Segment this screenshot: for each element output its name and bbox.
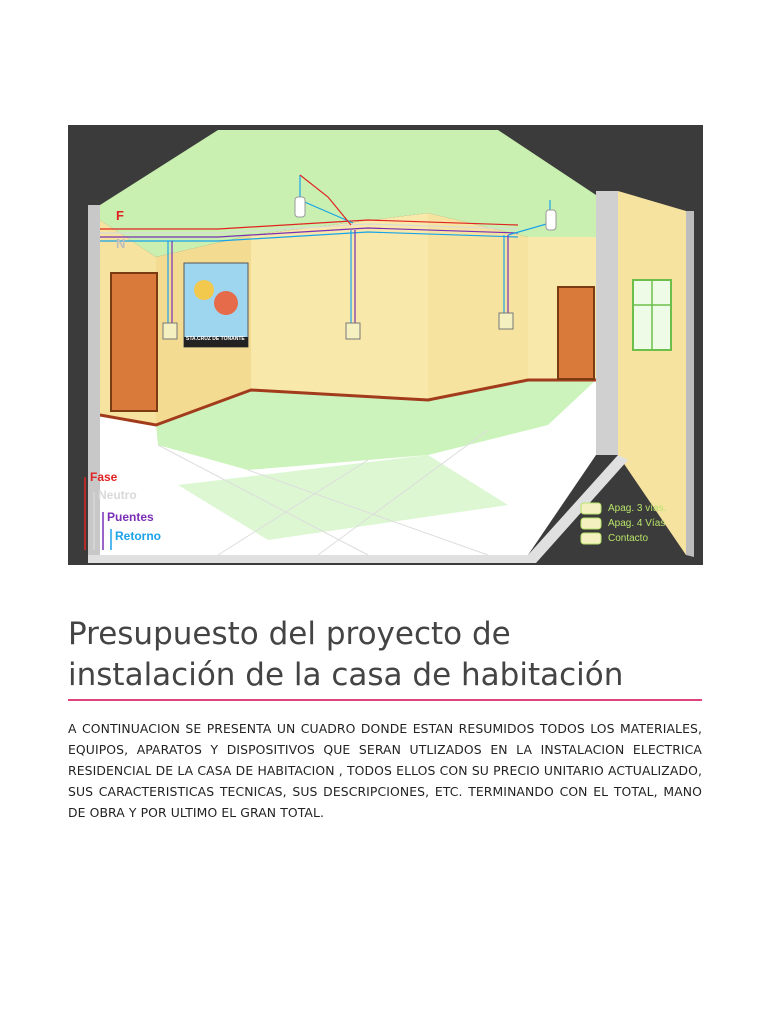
legend-neutro: Neutro — [98, 488, 137, 502]
intro-paragraph: A CONTINUACION SE PRESENTA UN CUADRO DONDE ESTAN RESUMIDOS TODOS LOS MATERIALES, EQUIPOS, APARATOS Y DISPOSITIVOS QUE SERAN UTLIZADOS EN LA INSTALACION ELECTRICA RESIDENCIAL DE LA CASA DE HABITACION , TODOS ELLOS CON SU PRECIO UNITARIO ACTUALIZADO, SUS CARACTERISTICAS TECNICAS, SUS DESCRIPCIONES, ETC. TERMINANDO CON EL TOTAL, MANO DE OBRA Y POR ULTIMO EL GRAN TOTAL. — [68, 721, 702, 820]
key-apag-4-vias: Apag. 4 Vías — [608, 518, 666, 529]
back-wall-right-a — [428, 213, 528, 400]
key-icon-apag3 — [581, 503, 601, 514]
back-wall-middle — [251, 213, 428, 400]
page-title-line-1: Presupuesto del proyecto de — [68, 616, 511, 652]
key-icon-apag4 — [581, 518, 601, 529]
switch-box-1 — [163, 323, 177, 339]
wire-letter-fase: F — [116, 208, 124, 223]
door-right — [558, 287, 594, 379]
switch-box-2 — [346, 323, 360, 339]
lamp-left — [295, 197, 305, 217]
key-icon-contacto — [581, 533, 601, 544]
title-divider — [68, 699, 702, 701]
key-apag-3-vias: Apag. 3 vías. — [608, 503, 667, 514]
legend-puentes: Puentes — [107, 510, 154, 524]
room-drawing — [68, 125, 703, 565]
door-left — [111, 273, 157, 411]
poster-caption: STA.CRUZ DE TONANTE — [186, 336, 245, 342]
outer-wall-right — [596, 191, 618, 455]
legend-retorno: Retorno — [115, 529, 161, 543]
wire-letter-neutro: N — [116, 236, 126, 251]
right-wall-edge — [686, 211, 694, 557]
lamp-right — [546, 210, 556, 230]
page-title — [68, 614, 708, 696]
right-side-wall — [618, 191, 686, 555]
key-contacto: Contacto — [608, 533, 649, 544]
legend-fase: Fase — [90, 470, 118, 484]
house-wiring-illustration — [68, 125, 703, 565]
page-title-line-2: instalación de la casa de habitación — [68, 657, 624, 693]
switch-box-3 — [499, 313, 513, 329]
